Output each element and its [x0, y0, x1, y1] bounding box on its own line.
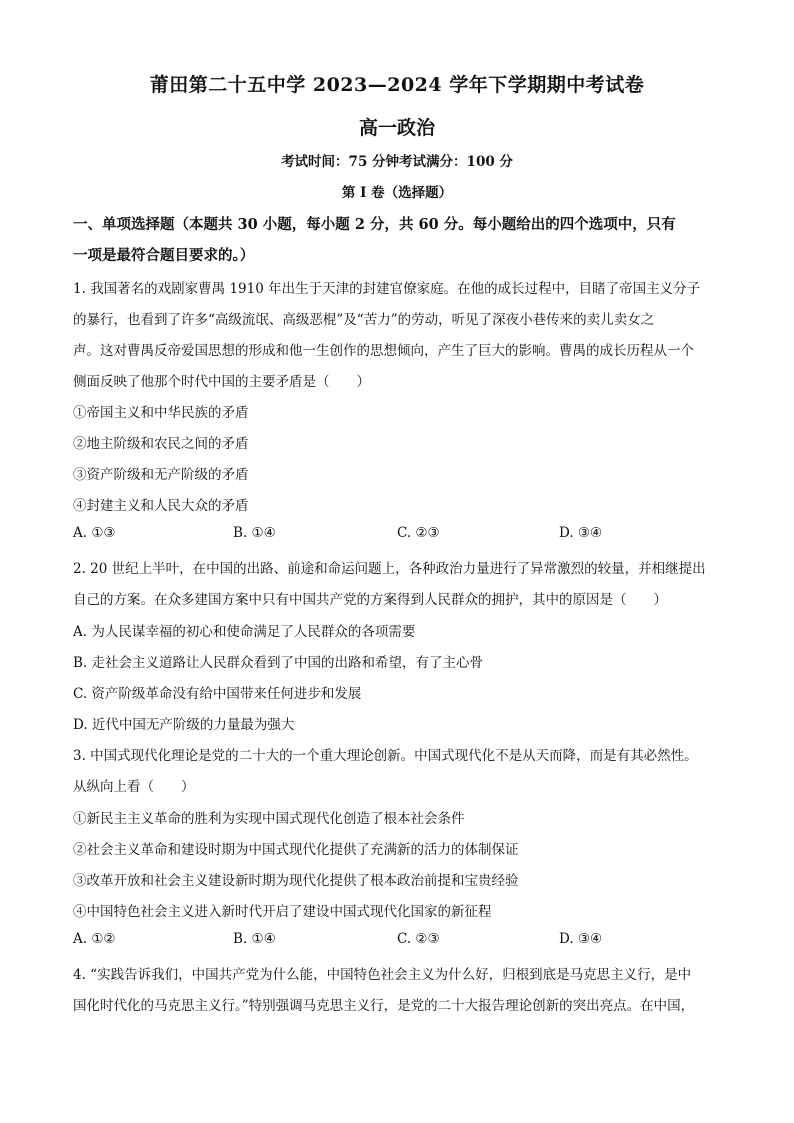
section-heading: 第 I 卷（选择题） — [341, 185, 453, 201]
exam-info: 考试时间：75 分钟考试满分：100 分 — [281, 154, 513, 170]
q1-stem-line: 的暴行，也看到了许多“高级流氓、高级恶棍”及“苦力”的劳动，听见了深夜小巷传来的卖儿卖女之 — [73, 312, 655, 328]
q1-item: ①帝国主义和中华民族的矛盾 — [73, 405, 249, 421]
q3-item: ②社会主义革命和建设时期为中国式现代化提供了充满新的活力的体制保证 — [73, 842, 519, 858]
q4-stem-line: 4. “实践告诉我们，中国共产党为什么能，中国特色社会主义为什么好，归根到底是马克思主义行，是中 — [73, 967, 692, 983]
exam-subject: 高一政治 — [358, 117, 435, 139]
q1-option-d[interactable]: D. ③④ — [559, 525, 603, 541]
q3-item: ①新民主主义革命的胜利为实现中国式现代化创造了根本社会条件 — [73, 811, 465, 827]
q2-option-a[interactable]: A. 为人民谋幸福的初心和使命满足了人民群众的各项需要 — [73, 624, 416, 640]
q2-option-d[interactable]: D. 近代中国无产阶级的力量最为强大 — [73, 717, 295, 733]
exam-title: 莆田第二十五中学 2023—2024 学年下学期期中考试卷 — [149, 74, 645, 96]
q3-stem-line: 3. 中国式现代化理论是党的二十大的一个重大理论创新。中国式现代化不是从天而降，而是有其必然性。 — [73, 748, 698, 764]
q3-item: ③改革开放和社会主义建设新时期为现代化提供了根本政治前提和宝贵经验 — [73, 873, 519, 889]
q3-option-a[interactable]: A. ①② — [73, 931, 116, 947]
q2-option-c[interactable]: C. 资产阶级革命没有给中国带来任何进步和发展 — [73, 686, 362, 702]
q3-option-d[interactable]: D. ③④ — [559, 931, 603, 947]
q3-option-c[interactable]: C. ②③ — [397, 931, 440, 947]
q1-item: ④封建主义和人民大众的矛盾 — [73, 498, 249, 514]
q3-option-b[interactable]: B. ①④ — [233, 931, 276, 947]
q1-item: ②地主阶级和农民之间的矛盾 — [73, 436, 249, 452]
q1-stem-line: 侧面反映了他那个时代中国的主要矛盾是（ ） — [73, 374, 370, 390]
q3-stem-line: 从纵向上看（ ） — [73, 779, 195, 795]
q3-item: ④中国特色社会主义进入新时代开启了建设中国式现代化国家的新征程 — [73, 904, 492, 920]
q1-option-a[interactable]: A. ①③ — [73, 525, 116, 541]
q1-stem-line: 声。这对曹禺反帝爱国思想的形成和他一生创作的思想倾向，产生了巨大的影响。曹禺的成长历程从一个 — [73, 343, 694, 359]
instructions-line-2: 一项是最符合题目要求的。） — [73, 247, 255, 264]
q2-option-b[interactable]: B. 走社会主义道路让人民群众看到了中国的出路和希望，有了主心骨 — [73, 655, 484, 671]
q1-option-b[interactable]: B. ①④ — [233, 525, 276, 541]
q1-stem-line: 1. 我国著名的戏剧家曹禺 1910 年出生于天津的封建官僚家庭。在他的成长过程中，目睹了帝国主义分子 — [73, 281, 701, 297]
q4-stem-line: 国化时代化的马克思主义行。”特别强调马克思主义行，是党的二十大报告理论创新的突出亮点。在中国， — [73, 998, 695, 1014]
q2-stem-line: 自己的方案。在众多建国方案中只有中国共产党的方案得到人民群众的拥护，其中的原因是（ ） — [73, 592, 667, 608]
q1-item: ③资产阶级和无产阶级的矛盾 — [73, 467, 249, 483]
q1-option-c[interactable]: C. ②③ — [397, 525, 440, 541]
instructions-line-1: 一、单项选择题（本题共 30 小题，每小题 2 分，共 60 分。每小题给出的四个选项中，只有 — [73, 216, 676, 233]
q2-stem-line: 2. 20 世纪上半叶，在中国的出路、前途和命运问题上，各种政治力量进行了异常激烈的较量，并相继提出 — [73, 561, 706, 577]
